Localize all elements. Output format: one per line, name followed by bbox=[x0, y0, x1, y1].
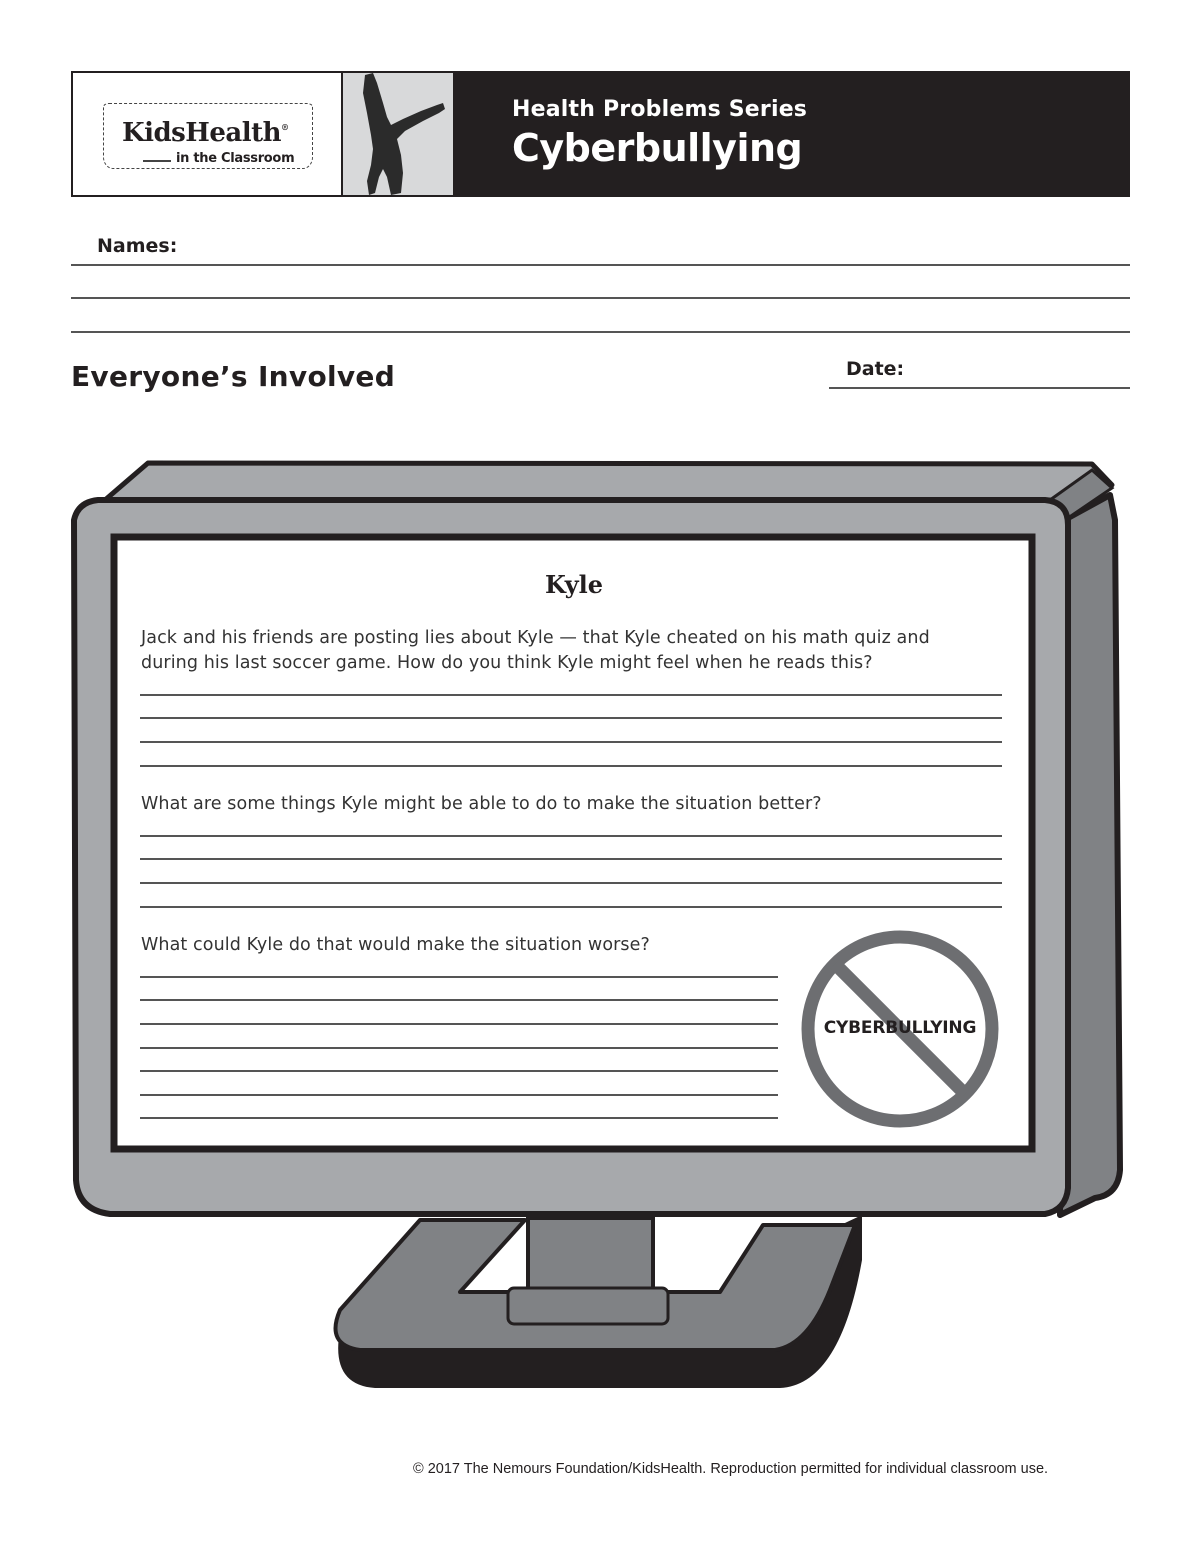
answer-3-line-4[interactable] bbox=[140, 1047, 778, 1049]
worksheet-title: Cyberbullying bbox=[512, 126, 803, 170]
answer-3-line-5[interactable] bbox=[140, 1070, 778, 1072]
answer-1-line-2[interactable] bbox=[140, 717, 1002, 719]
answer-3-line-3[interactable] bbox=[140, 1023, 778, 1025]
answer-3-line-7[interactable] bbox=[140, 1117, 778, 1119]
answer-1-line-1[interactable] bbox=[140, 694, 1002, 696]
copyright-footer: © 2017 The Nemours Foundation/KidsHealth. Reproduction permitted for individual classroom use. bbox=[413, 1461, 1049, 1477]
question-2: What are some things Kyle might be able to do to make the situation better? bbox=[141, 794, 822, 814]
answer-1-line-4[interactable] bbox=[140, 765, 1002, 767]
names-label: Names: bbox=[97, 235, 178, 257]
question-3: What could Kyle do that would make the situation worse? bbox=[141, 935, 650, 955]
answer-2-line-4[interactable] bbox=[140, 906, 1002, 908]
answer-2-line-2[interactable] bbox=[140, 858, 1002, 860]
section-title: Everyone’s Involved bbox=[71, 360, 396, 393]
answer-2-line-3[interactable] bbox=[140, 882, 1002, 884]
series-label: Health Problems Series bbox=[512, 97, 808, 122]
logo-tagline: in the Classroom bbox=[176, 151, 295, 166]
monitor-screen bbox=[124, 546, 1024, 1140]
answer-2-line-1[interactable] bbox=[140, 835, 1002, 837]
answer-3-line-2[interactable] bbox=[140, 999, 778, 1001]
answer-3-line-1[interactable] bbox=[140, 976, 778, 978]
question-1: Jack and his friends are posting lies about Kyle — that Kyle cheated on his math quiz and during his last soccer game. How do you think Kyle might feel when he reads this? bbox=[141, 628, 930, 673]
answer-3-line-6[interactable] bbox=[140, 1094, 778, 1096]
scenario-heading: Kyle bbox=[544, 570, 604, 599]
sign-label: CYBERBULLYING bbox=[823, 1018, 977, 1038]
answer-1-line-3[interactable] bbox=[140, 741, 1002, 743]
logo-brand: KidsHealth® bbox=[122, 118, 289, 148]
date-label: Date: bbox=[846, 358, 905, 380]
